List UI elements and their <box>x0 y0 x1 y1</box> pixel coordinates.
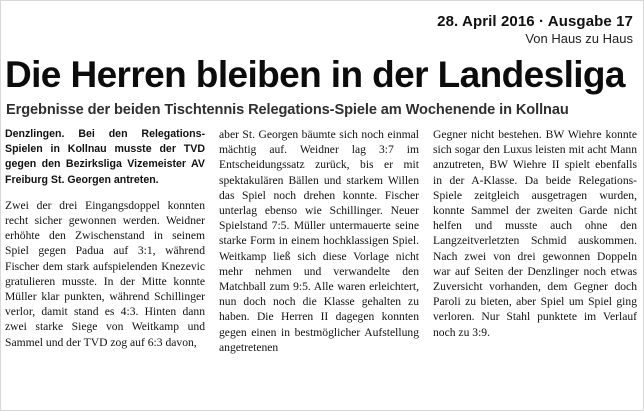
section-name: Von Haus zu Haus <box>525 31 633 46</box>
lead-spacer <box>5 188 205 198</box>
article-paragraph-1: Zwei der drei Eingangsdoppel konnten recht sicher gewonnen werden. Weidner erhöhte den Zwischenstand in seinem Spiel gegen Padua auf 3:1, während Fischer dem stark aufspielenden Knezevic gratulieren musste. In der Mitte konnte Müller klar punkten, während Schillinger verlor, damit stand es 4:3. Hinten dann zwei starke Siege von Weitkamp und Sammel und der TVD zog auf 6:3 davon, <box>5 198 205 349</box>
article-paragraph-2: aber St. Georgen bäumte sich noch einmal mächtig auf. Weidner lag 3:7 im Entscheidungssatz zurück, bis er mit spektakulären Bällen und starkem Willen das Spiel noch drehen konnte. Fischer unterlag ebenso wie Schillinger. Neuer Spielstand 7:5. Müller untermauerte seine starke Form in einem hochklassigen Spiel. Weitkamp ließ sich diese Vorlage nicht mehr nehmen und verwandelte den Matchball zum 9:5. Alle waren erleichtert, nun doch noch die Klasse gehalten zu haben. Die Herren II dagegen konnten gegen einen in bestmöglicher Aufstellung angetretenen <box>219 128 419 354</box>
article-lead: Denzlingen. Bei den RelegationsSpielen in Kollnau musste der TVD gegen den Bezirksliga Vizemeister AV Freiburg St. Georgen antreten. <box>5 128 205 186</box>
article-subheadline: Ergebnisse der beiden Tischtennis Relegations-Spiele am Wochenende in Kollnau <box>6 102 569 118</box>
article-column-3 <box>433 127 637 340</box>
article-column-2 <box>219 127 419 355</box>
issue-date: 28. April 2016 · Ausgabe 17 <box>437 13 633 30</box>
article-body <box>5 127 637 407</box>
masthead <box>437 13 633 46</box>
article-headline: Die Herren bleiben in der Landesliga <box>5 54 625 95</box>
article-paragraph-3: Gegner nicht bestehen. BW Wiehre konnte sich sogar den Luxus leisten mit acht Mann anzutreten, BW Wiehre II spielt ebenfalls in der A-Klasse. Da beide Relegations-Spiele zeitgleich ausgetragen wurden, konnte Sammel der zweiten Garde nicht helfen und musste auch ohne den Langzeitverletzten Schmid auskommen. Nach zwei von drei gewonnen Doppeln war auf Seiten der Denzlinger noch etwas Zuversicht vorhanden, dem Gegner doch Paroli zu bieten, aber Spiel um Spiel ging verloren. Nur Stahl punktete im Verlauf noch zu 3:9. <box>433 128 637 339</box>
article-column-1 <box>5 127 205 350</box>
